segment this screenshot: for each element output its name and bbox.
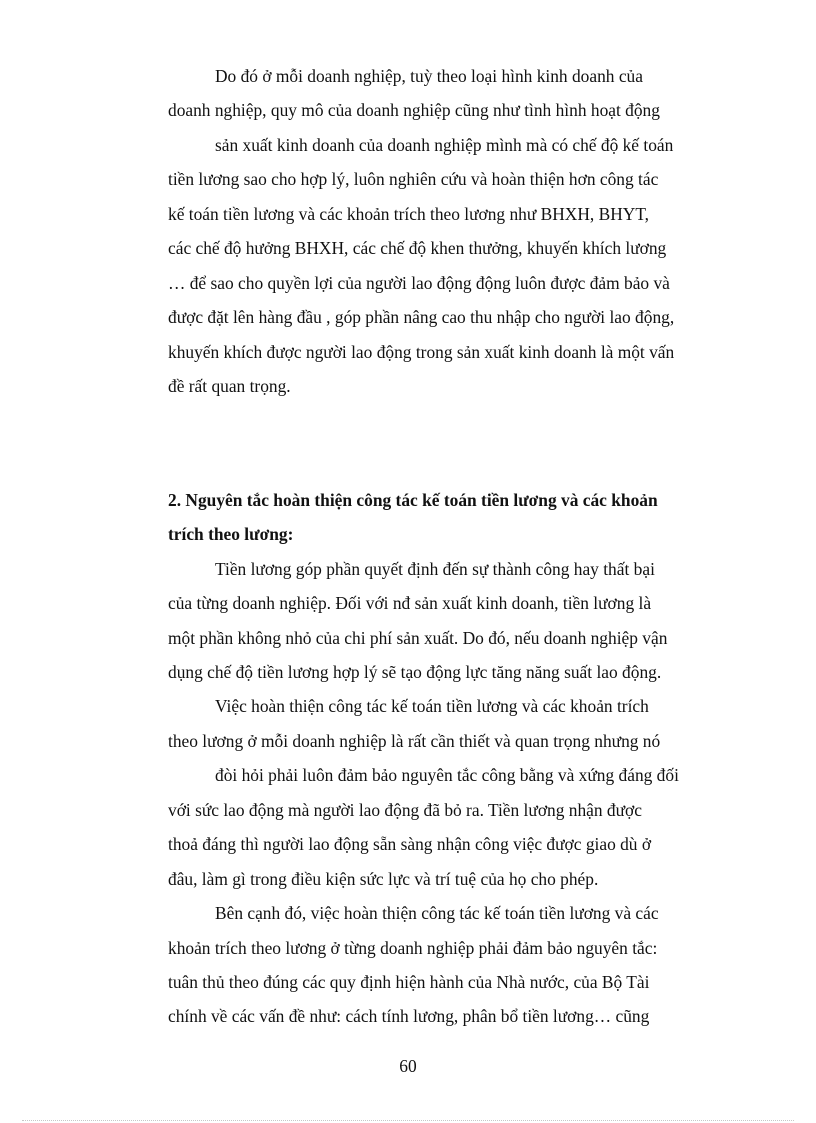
paragraph-2-line-2: của từng doanh nghiệp. Đối với nđ sản xuất kinh doanh, tiền lương là: [168, 593, 652, 613]
paragraph-4-line-3: tuân thủ theo đúng các quy định hiện hành của Nhà nước, của Bộ Tài: [168, 972, 650, 992]
paragraph-3-line-1: Việc hoàn thiện công tác kế toán tiền lương và các khoản trích: [215, 696, 649, 716]
paragraph-3-line-6: đâu, làm gì trong điều kiện sức lực và trí tuệ của họ cho phép.: [168, 869, 599, 889]
section-heading-line-2: trích theo lương:: [168, 524, 294, 544]
paragraph-1-line-6: các chế độ hưởng BHXH, các chế độ khen thưởng, khuyến khích lương: [168, 238, 667, 258]
paragraph-4-line-4: chính về các vấn đề như: cách tính lương, phân bổ tiền lương… cũng: [168, 1006, 650, 1026]
paragraph-2-line-3: một phần không nhỏ của chi phí sản xuất. Do đó, nếu doanh nghiệp vận: [168, 628, 668, 648]
paragraph-1-line-5: kế toán tiền lương và các khoản trích theo lương như BHXH, BHYT,: [168, 204, 650, 224]
paragraph-1-line-2: doanh nghiệp, quy mô của doanh nghiệp cũng như tình hình hoạt động: [168, 100, 660, 120]
paragraph-2-line-1: Tiền lương góp phần quyết định đến sự thành công hay thất bại: [215, 559, 655, 579]
paragraph-4-line-1: Bên cạnh đó, việc hoàn thiện công tác kế toán tiền lương và các: [215, 903, 659, 923]
paragraph-4-line-2: khoản trích theo lương ở từng doanh nghiệp phải đảm bảo nguyên tắc:: [168, 938, 658, 958]
page-number: 60: [399, 1056, 417, 1076]
paragraph-1-line-9: khuyến khích được người lao động trong sản xuất kinh doanh là một vấn: [168, 342, 675, 362]
page-bottom-divider: [22, 1120, 794, 1121]
paragraph-1-line-8: được đặt lên hàng đầu , góp phần nâng cao thu nhập cho người lao động,: [168, 307, 675, 327]
paragraph-1-line-7: … để sao cho quyền lợi của người lao động động luôn được đảm bảo và: [168, 273, 670, 293]
paragraph-1-line-4: tiền lương sao cho hợp lý, luôn nghiên cứu và hoàn thiện hơn công tác: [168, 169, 659, 189]
section-heading-line-1: 2. Nguyên tắc hoàn thiện công tác kế toán tiền lương và các khoản: [168, 490, 658, 510]
paragraph-3-line-5: thoả đáng thì người lao động sẵn sàng nhận công việc được giao dù ở: [168, 834, 652, 854]
paragraph-3-line-2: theo lương ở mỗi doanh nghiệp là rất cần thiết và quan trọng nhưng nó: [168, 731, 661, 751]
paragraph-1-line-3: sản xuất kinh doanh của doanh nghiệp mình mà có chế độ kế toán: [215, 135, 674, 155]
paragraph-1-line-1: Do đó ở mỗi doanh nghiệp, tuỳ theo loại hình kinh doanh của: [215, 66, 643, 86]
paragraph-1-line-10: đề rất quan trọng.: [168, 376, 291, 396]
paragraph-3-line-4: với sức lao động mà người lao động đã bỏ ra. Tiền lương nhận được: [168, 800, 642, 820]
paragraph-3-line-3: đòi hỏi phải luôn đảm bảo nguyên tắc công bằng và xứng đáng đối: [215, 765, 679, 785]
paragraph-2-line-4: dụng chế độ tiền lương hợp lý sẽ tạo động lực tăng năng suất lao động.: [168, 662, 662, 682]
